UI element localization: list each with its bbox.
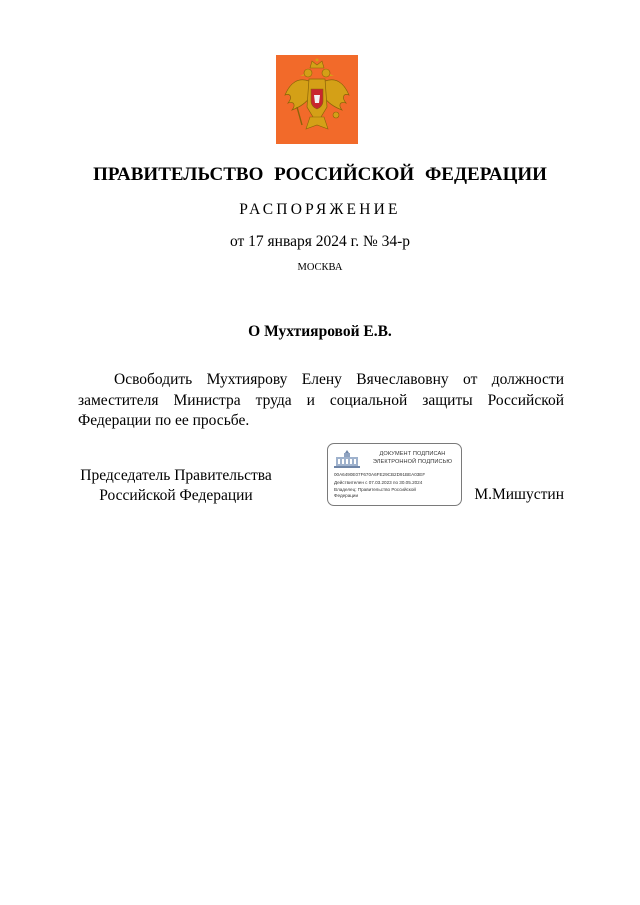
signer-name: М.Мишустин — [474, 486, 564, 503]
russian-coat-of-arms-icon — [276, 55, 358, 144]
signer-title — [66, 466, 286, 505]
signer-title-line-1: Председатель Правительства — [80, 467, 272, 484]
document-date-number: от 17 января 2024 г. № 34-р — [229, 233, 411, 250]
electronic-signature-stamp — [327, 443, 462, 506]
document-subject: О Мухтияровой Е.В. — [248, 323, 392, 340]
stamp-emblem — [334, 449, 360, 468]
signer-title-line-2: Российской Федерации — [99, 486, 253, 504]
state-emblem — [276, 55, 358, 144]
document-type: РАСПОРЯЖЕНИЕ — [239, 201, 401, 218]
document-body: Освободить Мухтиярову Елену Вячеславовну от должности заместителя Министра труда и социальной защиты Российской Федерации по ее просьбе. — [78, 371, 564, 429]
stamp-owner-line-2: Федерации — [334, 493, 359, 498]
stamp-owner-line-1: Владелец: Правительство Российской — [334, 487, 416, 492]
stamp-header-line-2: ЭЛЕКТРОННОЙ ПОДПИСЬЮ — [372, 459, 453, 465]
document-city: МОСКВА — [297, 262, 343, 273]
government-name: ПРАВИТЕЛЬСТВО РОССИЙСКОЙ ФЕДЕРАЦИИ — [93, 164, 547, 185]
stamp-validity: Действителен с 07.03.2023 по 30.05.2024 — [334, 480, 423, 485]
stamp-header-line-1: ДОКУМЕНТ ПОДПИСАН — [379, 451, 446, 457]
government-building-icon — [334, 449, 360, 468]
stamp-certificate: 00A6490E07F670A6FE29CB2D91BEA03EF — [334, 472, 426, 477]
stamp-header — [366, 450, 459, 466]
